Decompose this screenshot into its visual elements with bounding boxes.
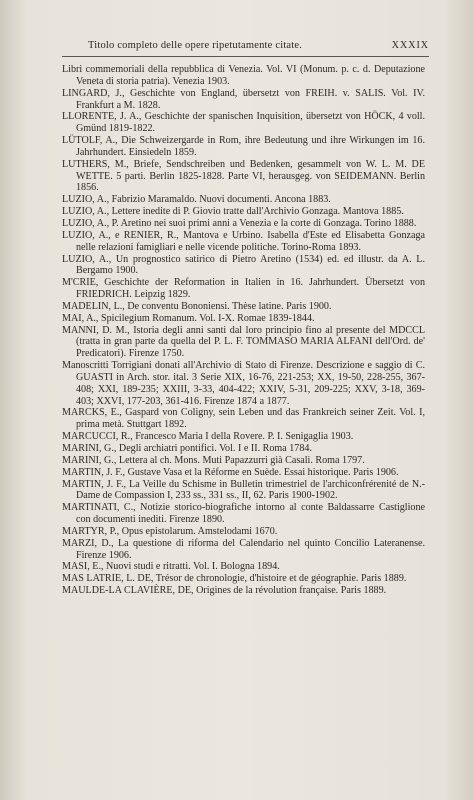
bibliography-entry: MARINI, G., Lettera al ch. Mons. Muti Papazzurri già Casali. Roma 1797. — [62, 454, 365, 466]
running-header — [88, 40, 429, 51]
page-number: XXXIX — [391, 40, 429, 51]
bibliography-entry: LÜTOLF, A., Die Schweizergarde in Rom, ihre Bedeutung und ihre Wirkungen im 16. Jahrhundert. Einsiedeln 1859. — [62, 135, 425, 158]
bibliography-entry: LUZIO, A., Un prognostico satirico di Pietro Aretino (1534) ed. ed illustr. da A. L. Bergamo 1900. — [62, 253, 425, 277]
bibliography-entry: LINGARD, J., Geschichte von England, übersetzt von FREIH. v. SALIS. Vol. IV. Frankfurt a M. 1828. — [62, 87, 425, 111]
bibliography-entry: Libri commemoriali della repubblica di Venezia. Vol. VI (Monum. p. c. d. Deputazione Veneta di storia patria). Venezia 1903. — [62, 64, 425, 87]
bibliography-entry: LUZIO, A., Fabrizio Maramaldo. Nuovi documenti. Ancona 1883. — [62, 194, 331, 206]
bibliography-entry: LUZIO, A., e RENIER, R., Mantova e Urbino. Isabella d'Este ed Elisabetta Gonzaga nelle relazioni famigliari e nelle vicende politiche. Torino-Roma 1893. — [62, 229, 425, 253]
bibliography-entry: MARZI, D., La questione di riforma del Calendario nel quinto Concilio Lateranense. Firenze 1906. — [62, 537, 425, 561]
bibliography-entry: MANNI, D. M., Istoria degli anni santi dal loro principio fino al presente del MDCCL (tratta in gran parte da quella del P. L. F. TOMMASO MARIA ALFANI dell'Ord. de' Predicatori). Firenze 1750. — [62, 324, 425, 360]
bibliography-entry: LUZIO, A., P. Aretino nei suoi primi anni a Venezia e la corte di Gonzaga. Torino 1888. — [62, 217, 417, 229]
bibliography-entry: MARCKS, E., Gaspard von Coligny, sein Leben und das Frankreich seiner Zeit. Vol. I, prima metà. Stuttgart 1892. — [62, 407, 425, 431]
bibliography-entry: MADELIN, L., De conventu Bononiensi. Thèse latine. Paris 1900. — [62, 300, 332, 312]
bibliography-entry: MARTINATI, C., Notizie storico-biografiche intorno al conte Baldassarre Castiglione con documenti inediti. Firenze 1890. — [62, 502, 425, 526]
bibliography-entry: LUZIO, A., Lettere inedite di P. Giovio tratte dall'Archivio Gonzaga. Mantova 1885. — [62, 206, 404, 218]
bibliography-entry: MAI, A., Spicilegium Romanum. Vol. I-X. Romae 1839-1844. — [62, 312, 315, 324]
bibliography-entry: MASI, E., Nuovi studi e ritratti. Vol. I. Bologna 1894. — [62, 561, 280, 573]
bibliography-entry: MAULDE-LA CLAVIÈRE, DE, Origines de la révolution française. Paris 1889. — [62, 585, 387, 597]
header-rule — [62, 56, 429, 57]
bibliography-entry: MARCUCCI, R., Francesco Maria I della Rovere. P. I. Senigaglia 1903. — [62, 431, 354, 443]
bibliography-entry: Manoscritti Torrigiani donati all'Archivio di Stato di Firenze. Descrizione e saggio di C. GUASTI in Arch. stor. ital. 3 Serie XIX, 16-76, 221-253; XX, 19-50, 228-255, 367-408; XXI, 189-235; XXIII, 3-33, 404-422; XXIV, 5-31, 209-225; XXV, 3-18, 369-403; XXVI, 177-203, 361-416. Firenze 1874 a 1877. — [62, 360, 425, 407]
bibliography-entry: MARTYR, P., Opus epistolarum. Amstelodami 1670. — [62, 525, 278, 537]
bibliography-entry: LUTHERS, M., Briefe, Sendschreiben und Bedenken, gesammelt von W. L. M. DE WETTE. 5 parti. Berlin 1825-1828. Parte VI, herausgeg. von SEIDEMANN. Berlin 1856. — [62, 158, 425, 194]
bibliography-entry: MARINI, G., Degli archiatri pontifici. Vol. I e II. Roma 1784. — [62, 443, 312, 454]
bibliography-entry: M'CRIE, Geschichte der Reformation in Italien in 16. Jahrhundert. Übersetzt von FRIEDRICH. Leipzig 1829. — [62, 277, 425, 301]
running-title: Titolo completo delle opere ripetutamente citate. — [88, 40, 303, 51]
bibliography-list — [62, 64, 425, 597]
bibliography-entry: LLORENTE, J. A., Geschichte der spanischen Inquisition, übersetzt von HÖCK, 4 voll. Gmünd 1819-1822. — [62, 111, 425, 135]
bibliography-entry: MARTIN, J. F., La Veille du Schisme in Bulletin trimestriel de l'archiconfrérenité de N.-Dame de Compassion I, 233 ss., 331 ss., II, 62. Paris 1900-1902. — [62, 478, 425, 502]
bibliography-entry: MAS LATRIE, L. DE, Trésor de chronologie, d'histoire et de géographie. Paris 1889. — [62, 573, 407, 585]
bibliography-entry: MARTIN, J. F., Gustave Vasa et la Réforme en Suède. Essai historique. Paris 1906. — [62, 466, 399, 478]
